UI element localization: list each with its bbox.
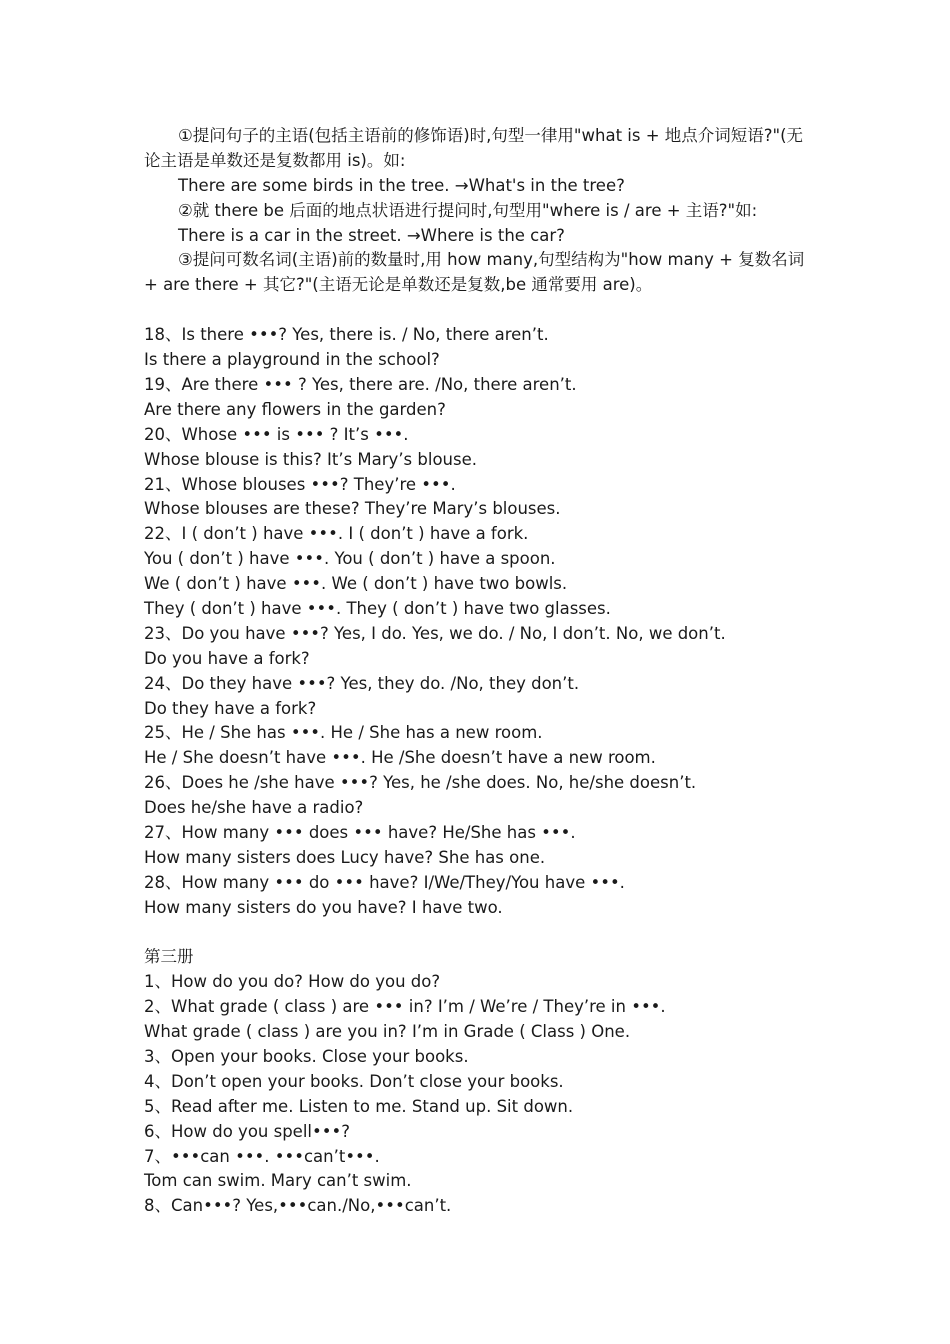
text-line: He / She doesn’t have •••. He /She doesn’t have a new room. bbox=[144, 748, 656, 768]
text-line: 4、Don’t open your books. Don’t close your books. bbox=[144, 1071, 564, 1091]
text-line: 6、How do you spell•••? bbox=[144, 1121, 350, 1141]
blank-line bbox=[144, 298, 814, 323]
text-line: 21、Whose blouses •••? They’re •••. bbox=[144, 474, 456, 494]
intro-paragraph-1: ①提问句子的主语(包括主语前的修饰语)时,句型一律用"what is + 地点介词短语?"(无论主语是单数还是复数都用 is)。如: bbox=[144, 126, 804, 170]
text-line: Whose blouse is this? It’s Mary’s blouse. bbox=[144, 449, 478, 469]
intro-paragraph-2: ②就 there be 后面的地点状语进行提问时,句型用"where is / are + 主语?"如: bbox=[178, 200, 758, 220]
text-line: Tom can swim. Mary can’t swim. bbox=[144, 1171, 412, 1191]
text-line: 26、Does he /she have •••? Yes, he /she does. No, he/she doesn’t. bbox=[144, 773, 697, 793]
text-line: 23、Do you have •••? Yes, I do. Yes, we do. / No, I don’t. No, we don’t. bbox=[144, 623, 726, 643]
text-line: 20、Whose ••• is ••• ? It’s •••. bbox=[144, 424, 409, 444]
text-line: 2、What grade ( class ) are ••• in? I’m / We’re / They’re in •••. bbox=[144, 997, 666, 1017]
section-title: 第三册 bbox=[144, 947, 194, 967]
text-line: What grade ( class ) are you in? I’m in Grade ( Class ) One. bbox=[144, 1022, 631, 1042]
text-line: 3、Open your books. Close your books. bbox=[144, 1047, 469, 1067]
text-line: 27、How many ••• does ••• have? He/She has •••. bbox=[144, 823, 576, 842]
document-body bbox=[144, 124, 814, 1219]
text-line: 8、Can•••? Yes,•••can./No,•••can’t. bbox=[144, 1196, 452, 1216]
intro-example-2: There is a car in the street. →Where is the car? bbox=[178, 225, 565, 245]
text-line: They ( don’t ) have •••. They ( don’t ) have two glasses. bbox=[144, 598, 611, 618]
intro-example-1: There are some birds in the tree. →What's in the tree? bbox=[178, 175, 625, 195]
text-line: 19、Are there ••• ? Yes, there are. /No, there aren’t. bbox=[144, 374, 577, 394]
text-line: 18、Is there •••? Yes, there is. / No, there aren’t. bbox=[144, 325, 549, 345]
text-line: How many sisters does Lucy have? She has one. bbox=[144, 847, 546, 867]
text-line: 1、How do you do? How do you do? bbox=[144, 972, 441, 992]
text-line: Whose blouses are these? They’re Mary’s blouses. bbox=[144, 499, 561, 519]
text-line: How many sisters do you have? I have two. bbox=[144, 897, 503, 917]
text-line: Are there any flowers in the garden? bbox=[144, 399, 446, 419]
text-line: 22、I ( don’t ) have •••. I ( don’t ) have a fork. bbox=[144, 524, 529, 544]
text-line: 5、Read after me. Listen to me. Stand up. Sit down. bbox=[144, 1096, 574, 1116]
text-line: Is there a playground in the school? bbox=[144, 350, 440, 370]
text-line: We ( don’t ) have •••. We ( don’t ) have two bowls. bbox=[144, 574, 568, 594]
text-line: Does he/she have a radio? bbox=[144, 798, 364, 818]
text-line: You ( don’t ) have •••. You ( don’t ) have a spoon. bbox=[144, 549, 556, 569]
text-line: 24、Do they have •••? Yes, they do. /No, they don’t. bbox=[144, 673, 580, 693]
text-line: 7、•••can •••. •••can’t•••. bbox=[144, 1146, 380, 1166]
intro-paragraph-3: ③提问可数名词(主语)前的数量时,用 how many,句型结构为"how many + 复数名词 + are there + 其它?"(主语无论是单数还是复数,be 通常要用 are)。 bbox=[144, 250, 805, 295]
text-line: Do you have a fork? bbox=[144, 648, 310, 668]
text-line: 25、He / She has •••. He / She has a new room. bbox=[144, 723, 543, 743]
blank-line bbox=[144, 921, 814, 946]
text-line: Do they have a fork? bbox=[144, 698, 317, 718]
text-line: 28、How many ••• do ••• have? I/We/They/You have •••. bbox=[144, 872, 625, 892]
